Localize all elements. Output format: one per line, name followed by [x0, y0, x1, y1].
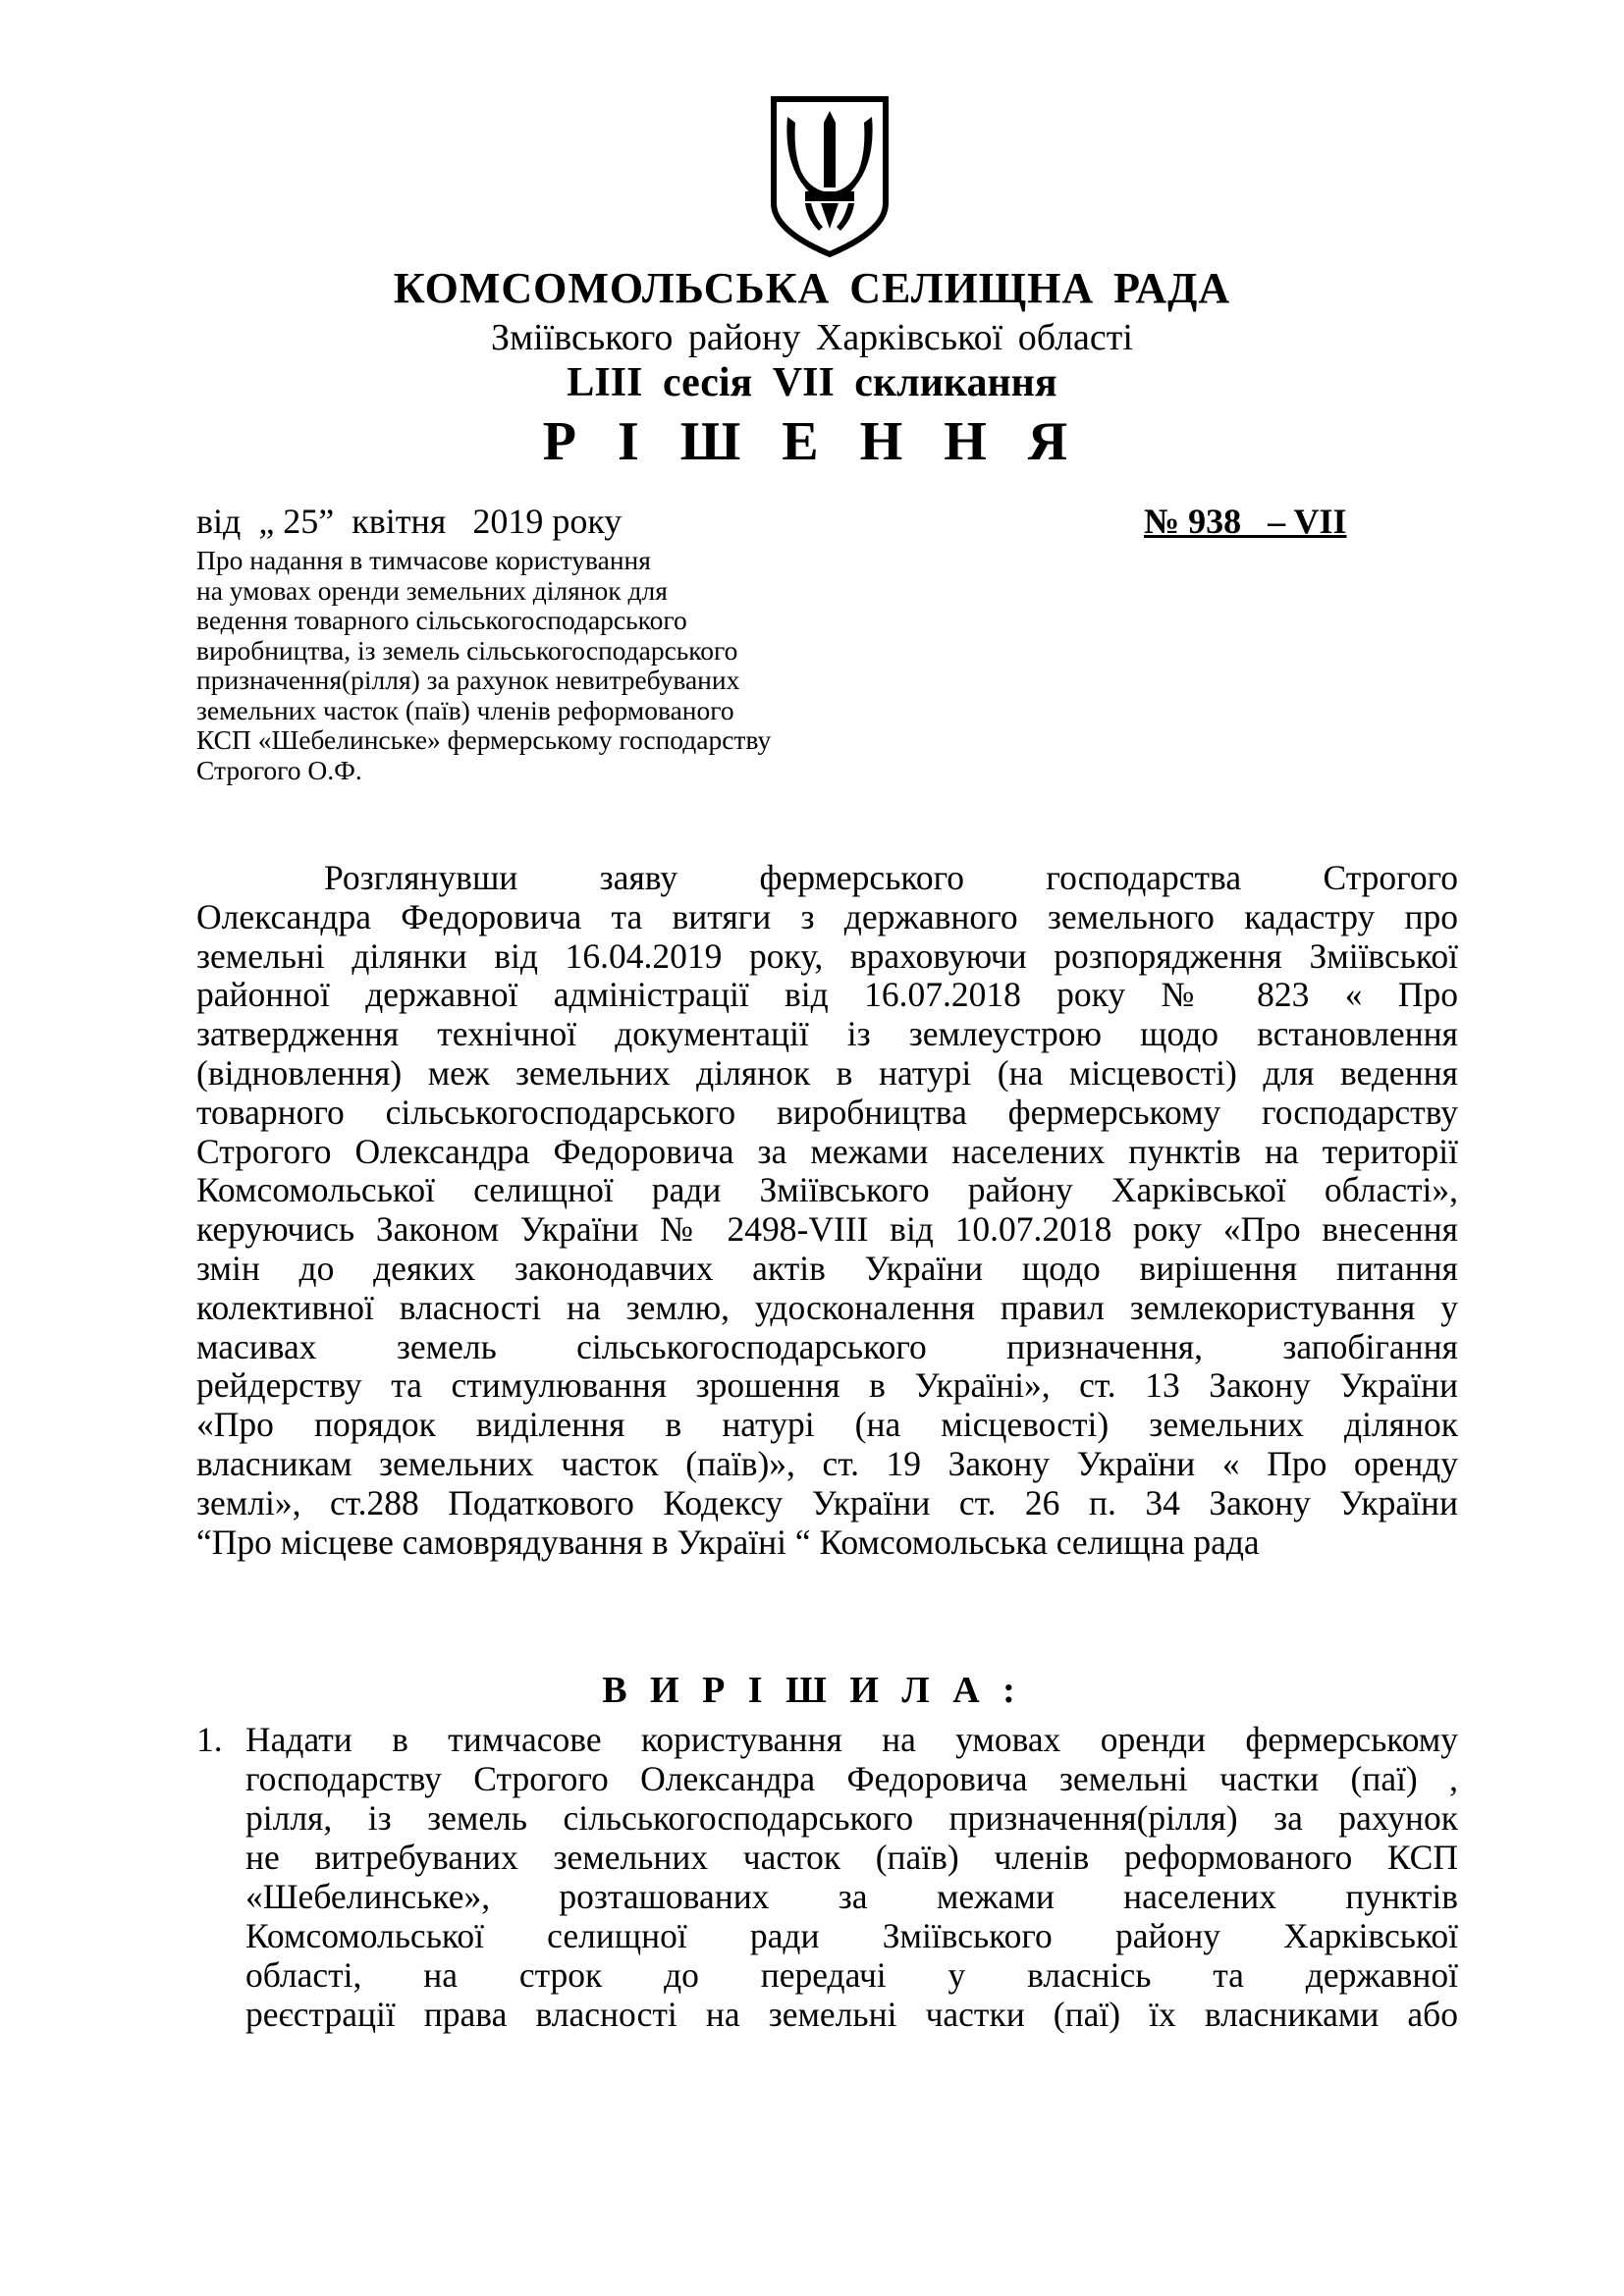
- preamble-line: (відновлення) меж земельних ділянок в натурі (на місцевості) для ведення: [196, 1052, 1458, 1093]
- decision-subject: [196, 546, 884, 785]
- preamble-line: «Про порядок виділення в натурі (на місцевості) земельних ділянок: [196, 1405, 1458, 1445]
- item-line: господарству Строгого Олександра Федоровича земельні частки (паї) ,: [245, 1759, 1458, 1798]
- session-info: LIII сесія VII скликання: [567, 360, 1057, 405]
- preamble-line: керуючись Законом України № 2498-VIII від 10.07.2018 року «Про внесення: [196, 1209, 1458, 1250]
- council-name: КОМСОМОЛЬСЬКА СЕЛИЩНА РАДА: [393, 264, 1231, 312]
- item-line: реєстрації права власності на земельні частки (паї) їх власниками або: [245, 1995, 1458, 2034]
- resolved-heading: В И Р І Ш И Л А :: [602, 1670, 1022, 1711]
- preamble-line: Комсомольської селищної ради Зміївського району Харківської області»,: [196, 1170, 1458, 1210]
- preamble-line: “Про місцеве самоврядування в Україні “ Комсомольська селищна рада: [196, 1522, 1260, 1562]
- preamble-line: Розглянувши заяву фермерського господарства Строгого: [324, 858, 1458, 897]
- subject-line: на умовах оренди земельних ділянок для: [196, 574, 668, 606]
- decision-number: № 938 – VII: [1144, 502, 1347, 541]
- preamble-line: Олександра Федоровича та витяги з державного земельного кадастру про: [196, 896, 1458, 936]
- preamble-line: Строгого Олександра Федоровича за межами населених пунктів на території: [196, 1131, 1458, 1171]
- ukraine-coat-of-arms-icon: [766, 93, 893, 260]
- item-line: «Шебелинське», розташованих за межами населених пунктів: [245, 1877, 1458, 1916]
- preamble-line: змін до деяких законодавчих актів України щодо вирішення питання: [196, 1248, 1458, 1288]
- preamble-line: землі», ст.288 Податкового Кодексу України ст. 26 п. 34 Закону України: [196, 1482, 1458, 1522]
- preamble-line: товарного сільськогосподарського виробництва фермерському господарству: [196, 1092, 1458, 1132]
- subject-line: виробництва, із земель сільськогосподарського: [196, 634, 738, 666]
- subject-line: ведення товарного сільськогосподарського: [196, 605, 687, 635]
- item-line: Надати в тимчасове користування на умовах оренди фермерському: [245, 1720, 1458, 1759]
- item-line: області, на строк до передачі у власнісь та державної: [245, 1955, 1458, 1995]
- subject-line: Строгого О.Ф.: [196, 754, 362, 785]
- preamble-line: земельні ділянки від 16.04.2019 року, враховуючи розпорядження Зміївської: [196, 935, 1458, 976]
- preamble-line: власникам земельних часток (паїв)», ст. 19 Закону України « Про оренду: [196, 1443, 1458, 1483]
- item-line: не витребуваних земельних часток (паїв) членів реформованого КСП: [245, 1838, 1458, 1877]
- decision-date: від „ 25” квітня 2019 року: [196, 502, 623, 541]
- subject-line: КСП «Шебелинське» фермерському господарству: [196, 724, 772, 755]
- preamble-paragraph: [196, 859, 1458, 1562]
- document-title: Р І Ш Е Н Н Я: [542, 411, 1082, 472]
- district-region: Зміївського району Харківської області: [491, 317, 1133, 358]
- preamble-line: затвердження технічної документації із землеустрою щодо встановлення: [196, 1014, 1458, 1054]
- preamble-line: колективної власності на землю, удосконалення правил землекористування у: [196, 1287, 1458, 1327]
- preamble-line: рейдерству та стимулювання зрошення в Україні», ст. 13 Закону України: [196, 1365, 1458, 1406]
- subject-line: земельних часток (паїв) членів реформованого: [196, 694, 734, 725]
- item-line: рілля, із земель сільськогосподарського призначення(рілля) за рахунок: [245, 1798, 1458, 1838]
- subject-line: Про надання в тимчасове користування: [196, 545, 651, 575]
- item-line: Комсомольської селищної ради Зміївського району Харківської: [245, 1916, 1458, 1955]
- resolution-item-1: [196, 1720, 1458, 2034]
- item-number: 1.: [196, 1720, 223, 1759]
- subject-line: призначення(рілля) за рахунок невитребуваних: [196, 665, 740, 695]
- preamble-line: районної державної адміністрації від 16.07.2018 року № 823 « Про: [196, 975, 1458, 1015]
- preamble-line: масивах земель сільськогосподарського призначення, запобігання: [196, 1326, 1458, 1366]
